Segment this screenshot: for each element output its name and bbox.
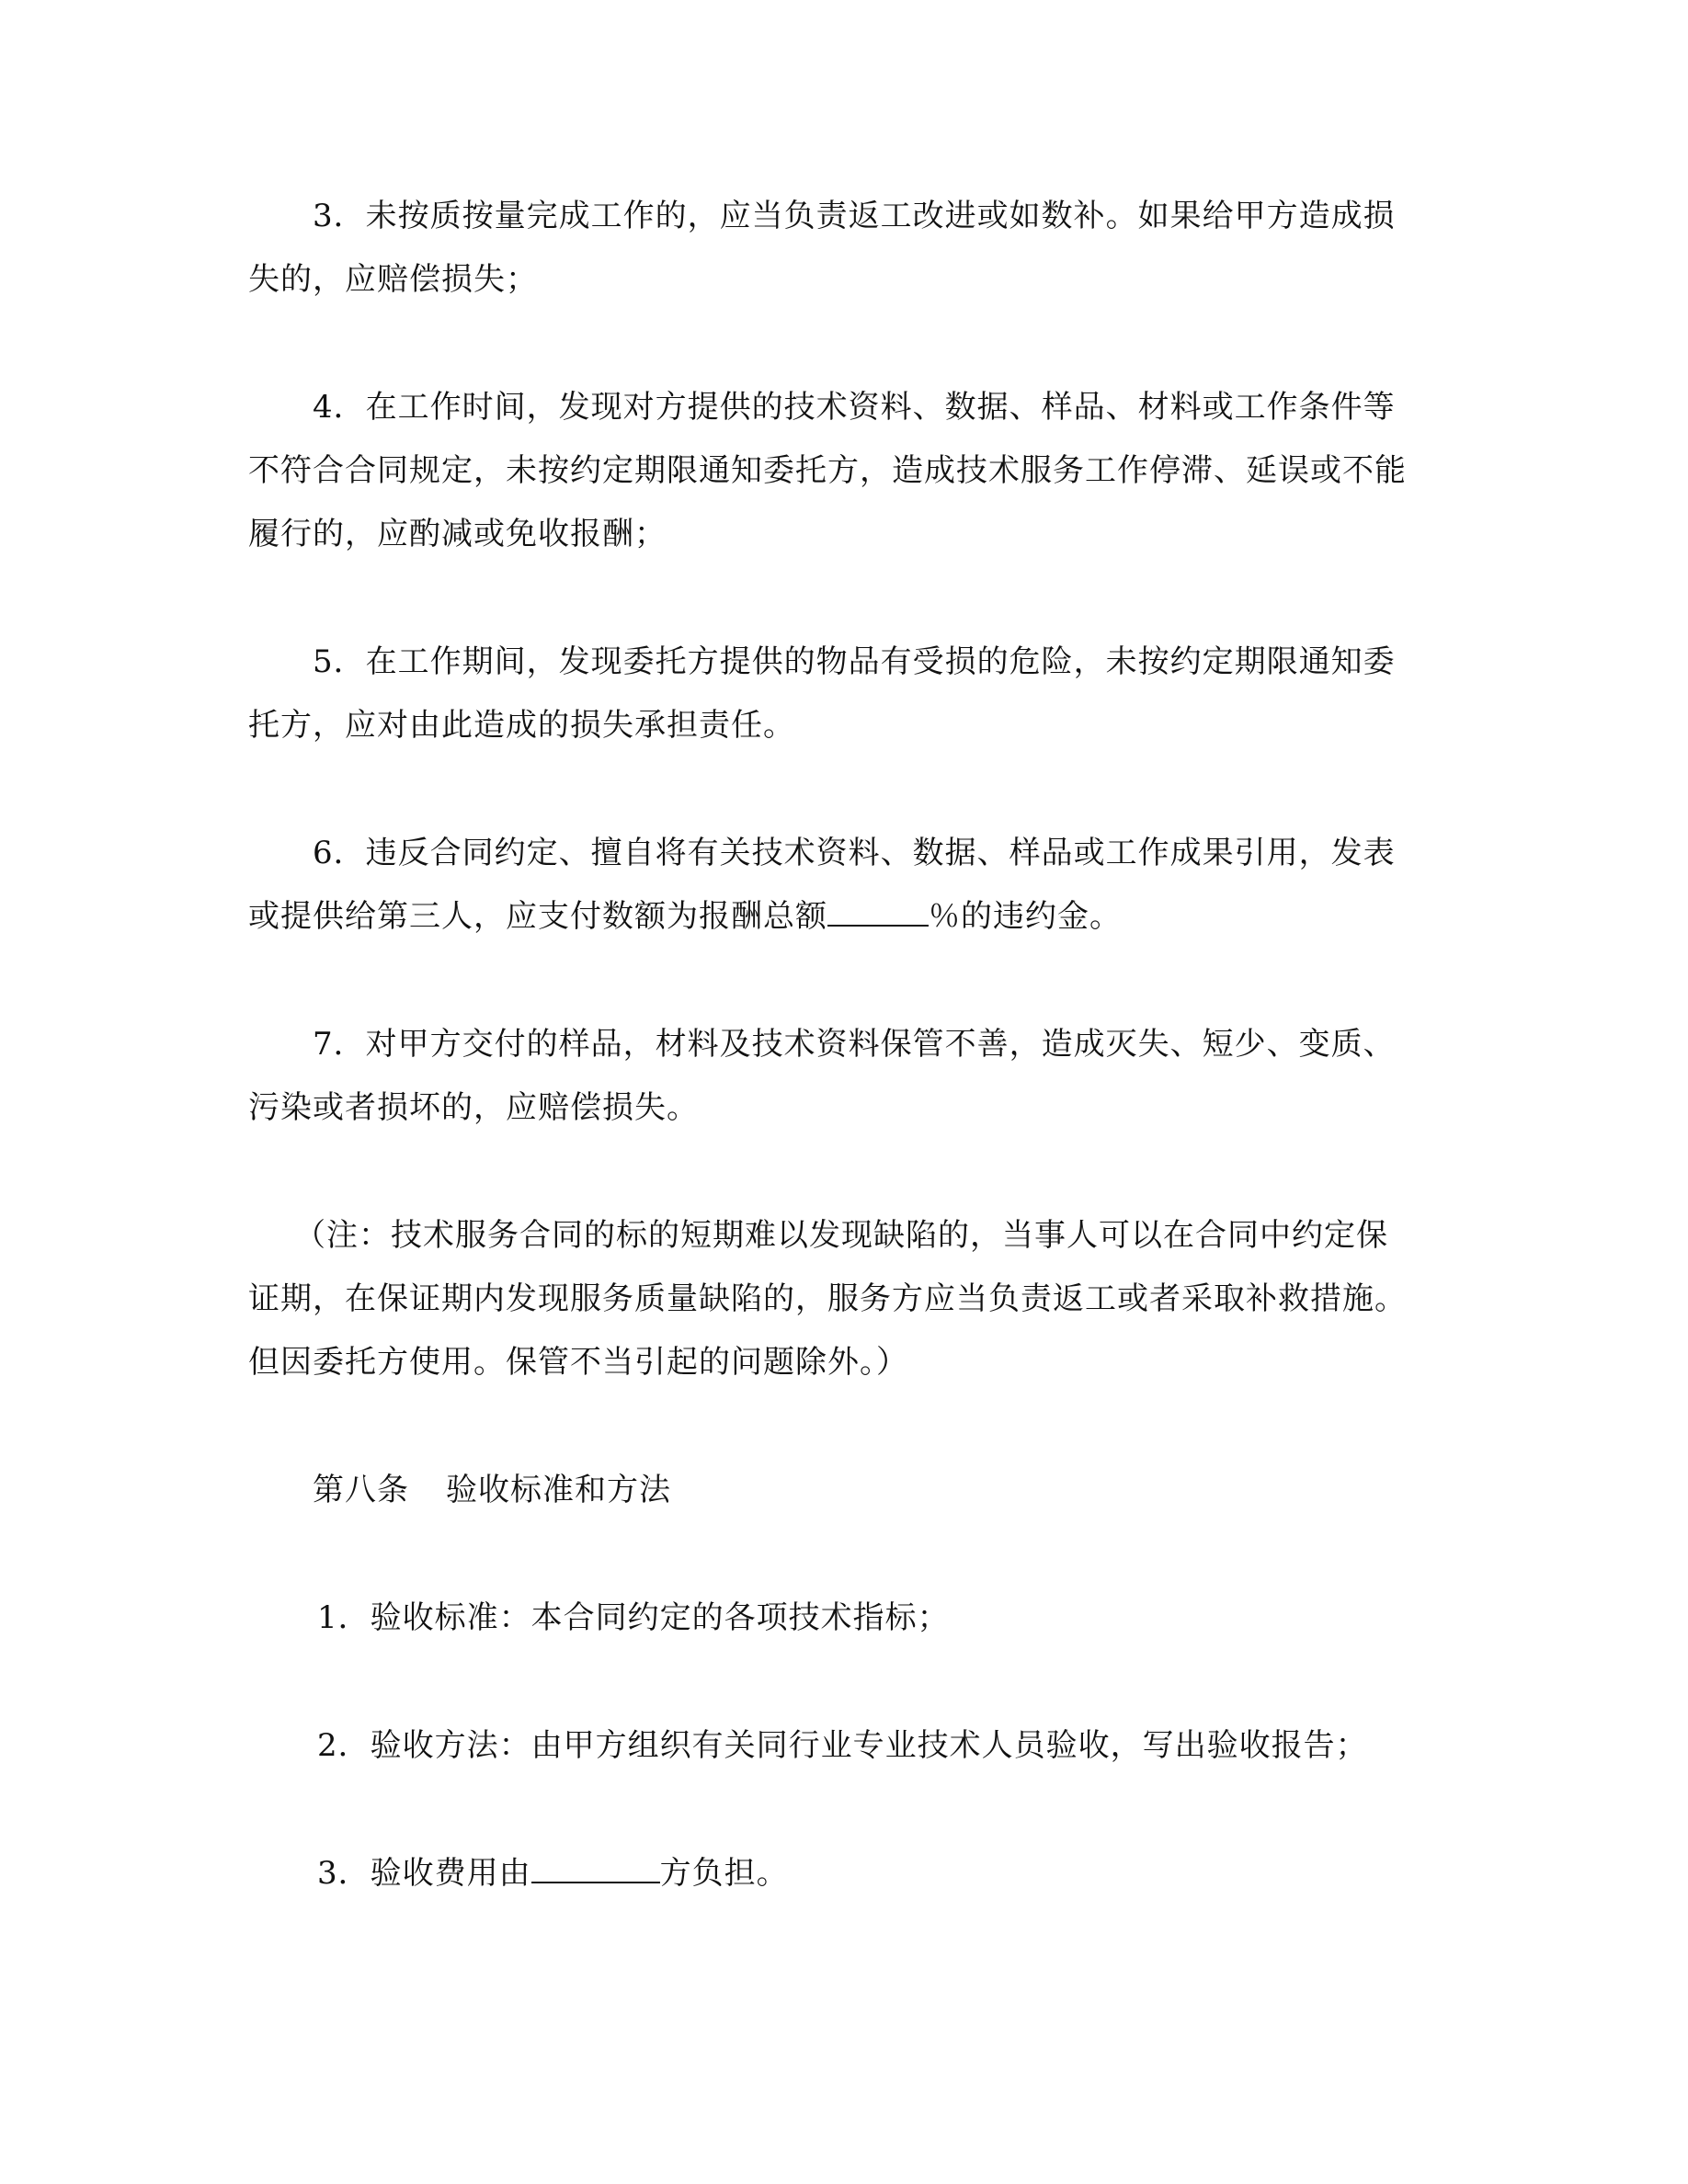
clause-7-line-1: 7．对甲方交付的样品，材料及技术资料保管不善，造成灭失、短少、变质、 [313,1026,1396,1063]
article-8-item-3-before-blank: 3．验收费用由 [317,1855,531,1892]
clause-4 [248,376,1443,566]
note-line-3: 但因委托方使用。保管不当引起的问题除外。） [248,1344,908,1381]
clause-4-line-1: 4．在工作时间，发现对方提供的技术资料、数据、样品、材料或工作条件等 [313,389,1396,426]
article-8-item-2: 2．验收方法：由甲方组织有关同行业专业技术人员验收，写出验收报告； [317,1727,1368,1764]
fee-party-blank [531,1850,660,1883]
note-line-2: 证期，在保证期内发现服务质量缺陷的，服务方应当负责返工或者采取补救措施。 [248,1280,1407,1317]
clause-5-line-2: 托方，应对由此造成的损失承担责任。 [248,707,795,744]
article-8-item-1: 1．验收标准：本合同约定的各项技术指标； [317,1599,950,1636]
clause-5 [248,631,1443,757]
clause-5-line-1: 5．在工作期间，发现委托方提供的物品有受损的危险，未按约定期限通知委 [313,643,1396,680]
clause-4-line-2: 不符合合同规定，未按约定期限通知委托方，造成技术服务工作停滞、延误或不能 [248,452,1407,489]
article-8-title: 验收标准和方法 [446,1472,671,1508]
clause-6-line-2 [248,885,1443,949]
article-8-item-3 [317,1842,789,1905]
clause-3-line-1: 3．未按质按量完成工作的，应当负责返工改进或如数补。如果给甲方造成损 [313,198,1396,234]
clause-7-line-2: 污染或者损坏的，应赔偿损失。 [248,1089,699,1126]
note-paragraph [248,1204,1443,1394]
clause-6-text-after-blank: ％的违约金。 [929,898,1122,935]
clause-3-line-2: 失的，应赔偿损失； [248,261,538,298]
clause-6 [248,822,1443,949]
clause-4-line-3: 履行的，应酌减或免收报酬； [248,516,667,552]
note-line-1: （注：技术服务合同的标的短期难以发现缺陷的，当事人可以在合同中约定保 [294,1217,1388,1254]
article-8-heading [313,1459,671,1522]
article-8-item-3-after-blank: 方负担。 [659,1855,789,1892]
penalty-percent-blank [827,893,929,927]
clause-6-line-1: 6．违反合同约定、擅自将有关技术资料、数据、样品或工作成果引用，发表 [313,835,1396,871]
article-8-number: 第八条 [313,1472,409,1508]
clause-6-text-before-blank: 或提供给第三人，应支付数额为报酬总额 [248,898,827,935]
clause-3 [248,185,1443,312]
clause-7 [248,1013,1443,1140]
